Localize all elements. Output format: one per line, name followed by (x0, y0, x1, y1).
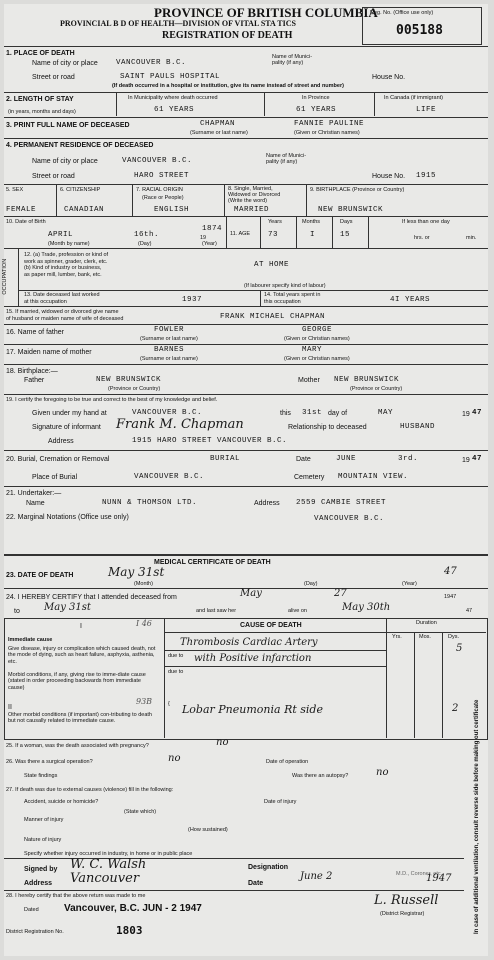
field-23-date: May 31st (108, 565, 165, 579)
divider (18, 248, 19, 306)
field-22-label: 22. Marginal Notations (Office use only) (6, 514, 129, 521)
field-19-this: this (280, 410, 291, 417)
field-25-label: 25. If a woman, was the death associated with pregnancy? (6, 743, 149, 749)
field-24-alive-date: May 30th (342, 602, 391, 613)
field-7-race: ENGLISH (154, 206, 190, 214)
cause-1: Thrombosis Cardiac Artery (180, 637, 318, 648)
field-20-cem: MOUNTAIN VIEW. (338, 473, 409, 481)
occupation-side-label: OCCUPATION (2, 258, 9, 295)
field-19-dayof: day of (328, 410, 348, 417)
field-24-to: May 31st (44, 602, 91, 613)
divider (164, 666, 386, 667)
due-to-2: due to (168, 669, 184, 675)
immediate-cause-label: Immediate cause (8, 637, 53, 643)
field-21-label: 21. Undertaker:— (6, 490, 62, 497)
divider (260, 216, 261, 248)
field-2-label: 2. LENGTH OF STAY (6, 96, 74, 103)
divider (4, 306, 488, 307)
field-3-given: FANNIE PAULINE (294, 120, 365, 128)
field-18-mother-label: Mother (298, 377, 320, 384)
cause-code-3: 93B (136, 697, 153, 706)
field-13-label: 13. Date deceased last worked at this occupation (24, 292, 100, 305)
med-date-value: June 2 (300, 871, 333, 882)
field-8-marital: MARRIED (234, 206, 270, 214)
signed-label: Signed by (24, 866, 58, 873)
field-1-street: SAINT PAULS HOSPITAL (120, 73, 221, 81)
divider (4, 364, 488, 365)
field-1-note: (If death occurred in a hospital or institution, give its name instead of street and number) (112, 83, 344, 89)
reg-no-label: Reg. No. (Office use only) (370, 10, 434, 16)
field-27-label: 27. If death was due to external causes (violence) fill in the following: (6, 787, 174, 793)
field-1-city: VANCOUVER B.C. (116, 59, 187, 67)
field-27-injury-date: Date of injury (264, 799, 297, 805)
field-20-cem-label: Cemetery (294, 474, 325, 481)
field-10-label: 10. Date of Birth (6, 219, 46, 225)
field-16-label: 16. Name of father (6, 329, 64, 336)
field-17-surname-hint: (Surname or last name) (140, 356, 198, 362)
field-20-place: VANCOUVER B.C. (134, 473, 205, 481)
field-17-given-hint: (Given or Christian names) (284, 356, 350, 362)
field-26-answer: no (168, 753, 181, 764)
divider (18, 290, 488, 291)
field-18-father-hint: (Province or Country) (108, 386, 161, 392)
field-19-day: 31st (302, 409, 323, 417)
divider (386, 618, 387, 738)
field-20-year-prefix: 19 (462, 457, 470, 464)
field-12-retired-hint: (If labourer specify kind of labour) (244, 283, 326, 289)
district-reg-label: District Registration No. (6, 929, 64, 935)
side-note: In case of additional ventilation, consult reverse side before making out certificate (474, 699, 480, 934)
field-23-month-hint: (Month) (134, 581, 153, 587)
field-19-year: 47 (472, 409, 483, 417)
field-19-place: VANCOUVER B.C. (132, 409, 203, 417)
field-2-v1: 61 YEARS (154, 106, 195, 114)
cause-roman-1: I (80, 623, 82, 630)
field-21-name-label: Name (26, 500, 45, 507)
duration-days-3: 2 (452, 703, 459, 714)
divider (306, 184, 307, 216)
field-21-addr-label: Address (254, 500, 280, 507)
divider (332, 216, 333, 248)
field-18-label: 18. Birthplace:— (6, 368, 58, 375)
field-2-col3: In Canada (if immigrant) (384, 95, 443, 101)
duration-days-1: 5 (456, 643, 463, 654)
field-28-registrar-sig: L. Russell (374, 893, 439, 908)
age-months-label: Months (302, 219, 321, 225)
field-10-day: 16th. (134, 231, 160, 239)
field-27-how: (How sustained) (188, 827, 228, 833)
divider (260, 290, 261, 306)
reg-no-value: 005188 (396, 23, 443, 38)
field-23-label: 23. DATE OF DEATH (6, 572, 74, 579)
field-27-nature: Nature of injury (24, 837, 62, 843)
field-16-given: GEORGE (302, 326, 333, 334)
age-less-label: If less than one day (402, 219, 450, 225)
field-26-autopsy-answer: no (376, 767, 389, 778)
age-months: I (310, 231, 316, 239)
field-14-label: 14. Total years spent in this occupation (264, 292, 321, 305)
age-years: 73 (268, 231, 279, 239)
field-2-v2: 61 YEARS (296, 106, 337, 114)
med-address-label: Address (24, 880, 53, 887)
field-27-state: (State which) (124, 809, 157, 815)
field-5-sex: FEMALE (6, 206, 37, 214)
field-26-label: 26. Was there a surgical operation? (6, 759, 93, 765)
field-24-seen: and last saw her (196, 608, 237, 614)
age-days-label: Days (340, 219, 353, 225)
divider (226, 216, 227, 248)
med-address-value: Vancouver (70, 871, 140, 886)
form-title: REGISTRATION OF DEATH (162, 30, 293, 41)
cause-code-1: I 46 (136, 619, 152, 628)
death-registration-form (4, 4, 488, 956)
field-23-year-hint: (Year) (402, 581, 417, 587)
field-19-year-prefix: 19 (462, 411, 470, 418)
age-hrs: hrs. or (414, 235, 430, 241)
field-20-month: JUNE (336, 455, 357, 463)
field-19-rel: HUSBAND (400, 423, 436, 431)
medical-title: MEDICAL CERTIFICATE OF DEATH (154, 559, 271, 566)
designation-label: Designation (248, 864, 289, 871)
district-reg-value: 1803 (116, 924, 143, 937)
field-28-label: 28. I hereby certify that the above return was made to me (6, 893, 146, 899)
field-28-stamp: Vancouver, B.C. JUN - 2 1947 (64, 903, 202, 914)
immediate-cause-desc: Give disease, injury or complication which caused death, not the mode of dying, such as heart failure, asphyxia, asthenia, etc. (8, 646, 156, 665)
field-14-value: 4I YEARS (390, 296, 431, 304)
field-24-from: May (240, 588, 262, 599)
field-24-year-a: 1947 (444, 594, 457, 600)
field-16-surname: FOWLER (154, 326, 185, 334)
field-9-label: 9. BIRTHPLACE (Province or Country) (310, 187, 405, 193)
field-3-given-hint: (Given or Christian names) (294, 130, 360, 136)
form-header-subtitle: PROVINCIAL B D OF HEALTH—DIVISION OF VITAL STA TICS (60, 19, 296, 28)
divider (56, 184, 57, 216)
field-19-addr: 1915 HARO STREET VANCOUVER B.C. (132, 437, 288, 445)
field-25-answer: no (216, 737, 229, 748)
field-17-surname: BARNES (154, 346, 185, 354)
divider (264, 92, 265, 116)
field-11-label: 11. AGE (230, 231, 251, 237)
field-20-value: BURIAL (210, 455, 241, 463)
age-days: 15 (340, 231, 351, 239)
signed-value: W. C. Walsh (70, 857, 147, 872)
field-18-father: NEW BRUNSWICK (96, 376, 162, 384)
field-19-label: 19. I certify the foregoing to be true and correct to the best of my knowledge and belief. (6, 397, 218, 403)
field-17-label: 17. Maiden name of mother (6, 349, 92, 356)
due-to-1: due to (168, 653, 184, 659)
field-26-findings-label: State findings (24, 773, 58, 779)
field-2-col2: In Province (302, 95, 330, 101)
med-date-label: Date (248, 880, 264, 887)
divider (164, 618, 165, 738)
field-7-label: 7. RACIAL ORIGIN (136, 187, 183, 193)
field-6-citizenship: CANADIAN (64, 206, 105, 214)
field-6-label: 6. CITIZENSHIP (60, 187, 101, 193)
divider (4, 890, 464, 891)
field-18-mother: NEW BRUNSWICK (334, 376, 400, 384)
divider (4, 184, 488, 185)
field-26-date-label: Date of operation (266, 759, 309, 765)
divider (368, 216, 369, 248)
divider (296, 216, 297, 248)
field-19-addr-label: Address (48, 438, 74, 445)
field-9-birthplace: NEW BRUNSWICK (318, 206, 384, 214)
divider (164, 650, 386, 651)
duration-label: Duration (416, 620, 437, 626)
age-years-label: Years (268, 219, 282, 225)
field-1-street-label: Street or road (32, 74, 75, 81)
field-23-year: 47 (444, 566, 457, 577)
designation-value: M.D., Coroner, etc. (396, 871, 443, 877)
field-3-surname-hint: (Surname or last name) (190, 130, 248, 136)
field-18-mother-hint: (Province or Country) (350, 386, 403, 392)
field-1-house-label: House No. (372, 74, 406, 81)
divider (4, 486, 488, 487)
field-10-day-hint: (Day) (138, 241, 152, 247)
divider (164, 632, 486, 633)
divider (4, 324, 488, 325)
field-27-manner: Manner of injury (24, 817, 64, 823)
field-28-dated: Dated (24, 907, 39, 913)
field-19-sig-label: Signature of informant (32, 424, 101, 431)
field-19-signature: Frank M. Chapman (116, 417, 244, 432)
field-13-value: 1937 (182, 296, 203, 304)
field-28-registrar-hint: (District Registrar) (380, 911, 425, 917)
divider (4, 554, 488, 556)
field-27-accident-label: Accident, suicide or homicide? (24, 799, 99, 805)
field-24-label: 24. I HEREBY CERTIFY that I attended deceased from (6, 594, 177, 601)
cause-3: Lobar Pneumonia Rt side (182, 703, 323, 716)
cause-roman-2: II (8, 704, 12, 711)
field-4-street-label: Street or road (32, 173, 75, 180)
field-24-year-b: 47 (466, 608, 473, 614)
divider (4, 450, 488, 451)
age-min: min. (466, 235, 477, 241)
divider (414, 632, 415, 738)
field-16-given-hint: (Given or Christian names) (284, 336, 350, 342)
morbid-conditions-label: Morbid conditions, if any, giving rise to imme-diate cause (stated in order proceeding backwards from immediate cause) (8, 672, 146, 691)
field-17-given: MARY (302, 346, 323, 354)
cause-2: with Positive infarction (194, 653, 312, 664)
field-8-label: 8. Single, Married, Widowed or Divorced (Write the word) (228, 186, 281, 205)
divider (4, 117, 488, 118)
field-24-from-day: 27 (334, 588, 347, 599)
field-10-month: APRIL (48, 231, 74, 239)
divider (224, 184, 225, 216)
duration-dys: Dys. (448, 634, 459, 640)
field-1-label: 1. PLACE OF DEATH (6, 50, 75, 57)
field-20-place-label: Place of Burial (32, 474, 78, 481)
divider (4, 138, 488, 139)
divider (4, 216, 488, 217)
field-15-value: FRANK MICHAEL CHAPMAN (220, 313, 326, 321)
field-20-date-label: Date (296, 456, 311, 463)
other-conditions-label: Other morbid conditions (if important) con-tributing to death but not causally related to immediate cause. (8, 712, 152, 725)
field-3-surname: CHAPMAN (200, 120, 236, 128)
divider (4, 92, 488, 93)
cause-title: CAUSE OF DEATH (240, 622, 302, 629)
bracket-glyph: { (168, 701, 170, 707)
field-5-label: 5. SEX (6, 187, 24, 193)
divider (116, 92, 117, 116)
divider (442, 632, 443, 738)
field-20-day: 3rd. (398, 455, 419, 463)
field-4-label: 4. PERMANENT RESIDENCE OF DECEASED (6, 142, 154, 149)
divider (4, 394, 488, 395)
field-1-city-label: Name of city or place (32, 60, 98, 67)
field-21-name: NUNN & THOMSON LTD. (102, 499, 198, 507)
form-header-title: PROVINCE OF BRITISH COLUMBIA (154, 5, 378, 20)
field-24-alive: alive on (288, 608, 307, 614)
divider (4, 46, 488, 47)
field-21-addr2: VANCOUVER B.C. (314, 515, 385, 523)
divider (4, 344, 488, 345)
divider (4, 248, 488, 249)
field-20-year: 47 (472, 455, 483, 463)
field-23-day-hint: (Day) (304, 581, 318, 587)
field-4-city: VANCOUVER B.C. (122, 157, 193, 165)
field-27-where: Specify whether injury occurred in industry, in home or in public place (24, 851, 193, 857)
field-12-label: 12. (a) Trade, profession or kind of work as spinner, grader, clerk, etc. (b) Kind of industry or business, as paper mill, lumber, bank, etc. (24, 252, 109, 278)
divider (374, 92, 375, 116)
med-year-value: 1947 (426, 873, 452, 884)
field-21-addr: 2559 CAMBIE STREET (296, 499, 387, 507)
divider (132, 184, 133, 216)
field-10-month-hint: (Month by name) (48, 241, 90, 247)
field-10-year-hint: (Year) (202, 241, 217, 247)
duration-mos: Mos. (419, 634, 431, 640)
duration-yrs: Yrs. (392, 634, 402, 640)
field-4-house-label: House No. (372, 173, 406, 180)
field-4-city-label: Name of city or place (32, 158, 98, 165)
field-15-label: 15. If married, widowed or divorced give name of husband or maiden name of wife of deceased (6, 309, 124, 322)
field-2-sub: (in years, months and days) (8, 109, 76, 115)
field-3-label: 3. PRINT FULL NAME OF DECEASED (6, 122, 130, 129)
field-26-autopsy-label: Was there an autopsy? (292, 773, 349, 779)
field-19-month: MAY (378, 409, 394, 417)
field-4-municipality-label: Name of Munici- pality (if any) (266, 153, 307, 165)
field-1-municipality-label: Name of Munici- pality (if any) (272, 54, 313, 66)
field-7-hint: (Race or People) (142, 195, 184, 201)
field-4-street: HARO STREET (134, 172, 190, 180)
field-2-col1: In Municipality where death occurred (128, 95, 218, 101)
field-4-house: 1915 (416, 172, 437, 180)
field-10-century: 19 (200, 235, 207, 241)
field-19-given-label: Given under my hand at (32, 410, 107, 417)
field-10-year: 1874 (202, 225, 223, 233)
field-18-father-label: Father (24, 377, 45, 384)
field-2-v3: LIFE (416, 106, 437, 114)
field-16-surname-hint: (Surname or last name) (140, 336, 198, 342)
field-20-label: 20. Burial, Cremation or Removal (6, 456, 110, 463)
field-24-to-label: to (14, 608, 20, 615)
field-12-trade: AT HOME (254, 261, 290, 269)
field-19-rel-label: Relationship to deceased (288, 424, 367, 431)
